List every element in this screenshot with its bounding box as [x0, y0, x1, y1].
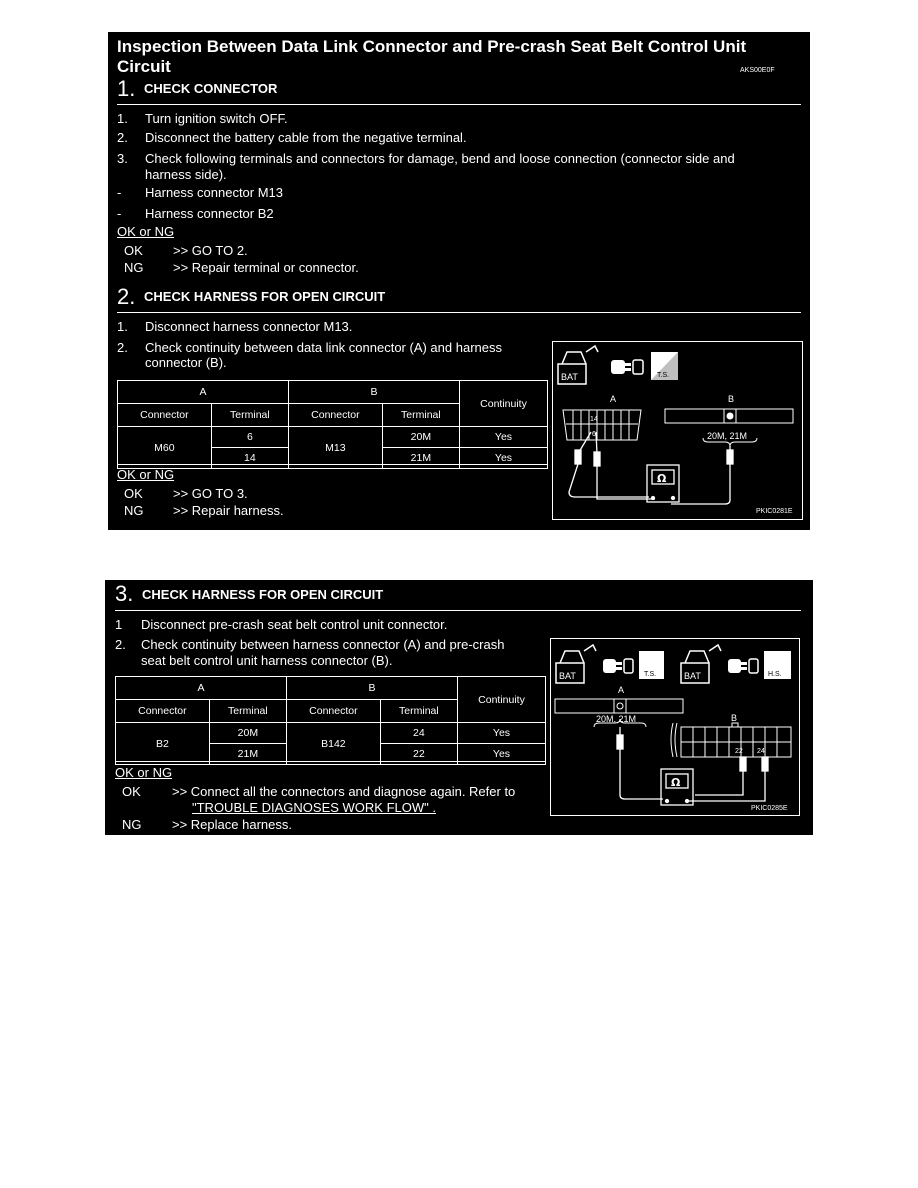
list-item: Harness connector B2 — [145, 206, 274, 221]
ok-code: OK — [124, 486, 143, 501]
list-marker: 2. — [115, 637, 126, 652]
connector-a-cell: B2 — [116, 723, 210, 765]
ng-action: >> Repair terminal or connector. — [173, 260, 359, 275]
list-item: Turn ignition switch OFF. — [145, 111, 288, 126]
ng-code: NG — [124, 260, 144, 275]
connector-b-label: B — [731, 713, 738, 723]
step-number: 2. — [117, 284, 136, 309]
ng-action: >> Repair harness. — [173, 503, 284, 518]
list-item: Disconnect the battery cable from the negative terminal. — [145, 130, 467, 145]
page-title: Inspection Between Data Link Connector and Pre-crash Seat Belt Control Unit — [117, 37, 747, 56]
table-divider — [117, 464, 548, 465]
list-marker: 3. — [117, 151, 128, 166]
connector-header: Connector — [286, 700, 380, 723]
terminal-b-cell: 20M — [382, 427, 459, 448]
list-marker: 1. — [117, 111, 128, 126]
wiring-diagram — [550, 638, 800, 816]
list-item: Disconnect harness connector M13. — [145, 319, 353, 334]
list-item-continued: harness side). — [145, 167, 227, 182]
harness-connector — [555, 699, 683, 713]
pin-22-label: 22 — [735, 748, 743, 755]
connector-a-label: A — [610, 394, 617, 404]
continuity-cell: Yes — [460, 448, 548, 469]
inspection-panel-1 — [108, 32, 810, 530]
continuity-cell: Yes — [458, 744, 546, 765]
connector-b-label: B — [728, 394, 735, 404]
continuity-cell: Yes — [460, 427, 548, 448]
connector-header: Connector — [118, 404, 212, 427]
battery-label: BAT — [559, 671, 576, 681]
ok-code: OK — [122, 784, 141, 799]
connector-header: Connector — [288, 404, 382, 427]
ok-action: >> GO TO 2. — [173, 243, 248, 258]
table-row — [116, 723, 546, 744]
diagram-code: PKIC0281E — [756, 508, 793, 515]
terminal-b-cell: 22 — [380, 744, 457, 765]
ts-label: T.S. — [644, 671, 657, 678]
figure-code: AKS00E0F — [740, 67, 775, 74]
connector-header: Connector — [116, 700, 210, 723]
ok-action: >> GO TO 3. — [173, 486, 248, 501]
connector-a-cell: M60 — [118, 427, 212, 469]
ok-action: >> Connect all the connectors and diagnose again. Refer to — [172, 784, 516, 799]
terminal-b-cell: 21M — [382, 448, 459, 469]
table-row — [118, 427, 548, 448]
table-divider — [115, 761, 546, 762]
wire-label: 20M, 21M — [596, 714, 637, 724]
continuity-cell: Yes — [458, 723, 546, 744]
pin-14-label: 14 — [590, 416, 598, 423]
ok-or-ng-label: OK or NG — [117, 224, 175, 239]
group-b-header: B — [286, 677, 457, 700]
continuity-table — [115, 676, 546, 765]
list-marker: 1 — [115, 617, 123, 632]
wiring-diagram — [552, 341, 803, 520]
list-marker: 2. — [117, 130, 128, 145]
ng-action: >> Replace harness. — [172, 817, 292, 832]
terminal-header: Terminal — [209, 700, 286, 723]
ok-or-ng-label: OK or NG — [117, 467, 175, 482]
continuity-header: Continuity — [460, 381, 548, 427]
list-item: Check following terminals and connectors for damage, bend and loose connection (connector side and — [145, 151, 735, 166]
step-number: 3. — [115, 581, 134, 606]
list-item: Disconnect pre-crash seat belt control unit connector. — [141, 617, 448, 632]
hs-label: H.S. — [768, 671, 782, 678]
ng-code: NG — [124, 503, 144, 518]
section-divider — [117, 104, 801, 105]
data-link-connector — [563, 410, 641, 440]
trouble-diagnoses-link[interactable]: "TROUBLE DIAGNOSES WORK FLOW" . — [192, 800, 436, 815]
page-title-continued: Circuit — [117, 57, 171, 76]
group-a-header: A — [118, 381, 289, 404]
group-a-header: A — [116, 677, 287, 700]
section-divider — [117, 312, 801, 313]
control-unit-connector — [671, 723, 791, 757]
step-title: CHECK HARNESS FOR OPEN CIRCUIT — [142, 587, 384, 602]
section-divider — [115, 610, 801, 611]
diagram-code: PKIC0285E — [751, 805, 788, 812]
continuity-header: Continuity — [458, 677, 546, 723]
pin-6-label: 6 — [592, 431, 596, 438]
list-item: Check continuity between data link connector (A) and harness — [145, 340, 502, 355]
ok-code: OK — [124, 243, 143, 258]
step-title: CHECK CONNECTOR — [144, 81, 278, 96]
group-b-header: B — [288, 381, 459, 404]
terminal-header: Terminal — [382, 404, 459, 427]
wiring-diagram-graphic — [553, 342, 802, 519]
list-item-continued: connector (B). — [145, 355, 227, 370]
battery-label: BAT — [561, 372, 578, 382]
step-number: 1. — [117, 76, 136, 101]
ok-or-ng-label: OK or NG — [115, 765, 173, 780]
battery-label: BAT — [684, 671, 701, 681]
disconnect-icon — [611, 360, 643, 374]
inspection-panel-2 — [105, 580, 813, 835]
ts-label: T.S. — [657, 372, 670, 379]
wiring-diagram-graphic — [551, 639, 799, 815]
harness-connector — [665, 409, 793, 423]
terminal-a-cell: 20M — [209, 723, 286, 744]
wire-label: 20M, 21M — [707, 431, 748, 441]
connector-a-label: A — [618, 685, 625, 695]
list-marker: - — [117, 185, 122, 200]
disconnect-icon — [603, 659, 633, 673]
list-marker: - — [117, 206, 122, 221]
terminal-a-cell: 21M — [209, 744, 286, 765]
list-marker: 2. — [117, 340, 128, 355]
connector-b-cell: B142 — [286, 723, 380, 765]
terminal-a-cell: 6 — [211, 427, 288, 448]
list-item-continued: seat belt control unit harness connector (B). — [141, 653, 393, 668]
list-marker: 1. — [117, 319, 128, 334]
list-item: Harness connector M13 — [145, 185, 284, 200]
connector-b-cell: M13 — [288, 427, 382, 469]
pin-24-label: 24 — [757, 748, 765, 755]
disconnect-icon — [728, 659, 758, 673]
ohm-icon: Ω — [657, 472, 667, 485]
terminal-header: Terminal — [211, 404, 288, 427]
terminal-b-cell: 24 — [380, 723, 457, 744]
terminal-a-cell: 14 — [211, 448, 288, 469]
terminal-header: Terminal — [380, 700, 457, 723]
test-leads — [569, 432, 733, 504]
step-title: CHECK HARNESS FOR OPEN CIRCUIT — [144, 289, 386, 304]
ng-code: NG — [122, 817, 142, 832]
list-item: Check continuity between harness connector (A) and pre-crash — [141, 637, 505, 652]
ohm-icon: Ω — [671, 776, 681, 789]
continuity-table — [117, 380, 548, 469]
